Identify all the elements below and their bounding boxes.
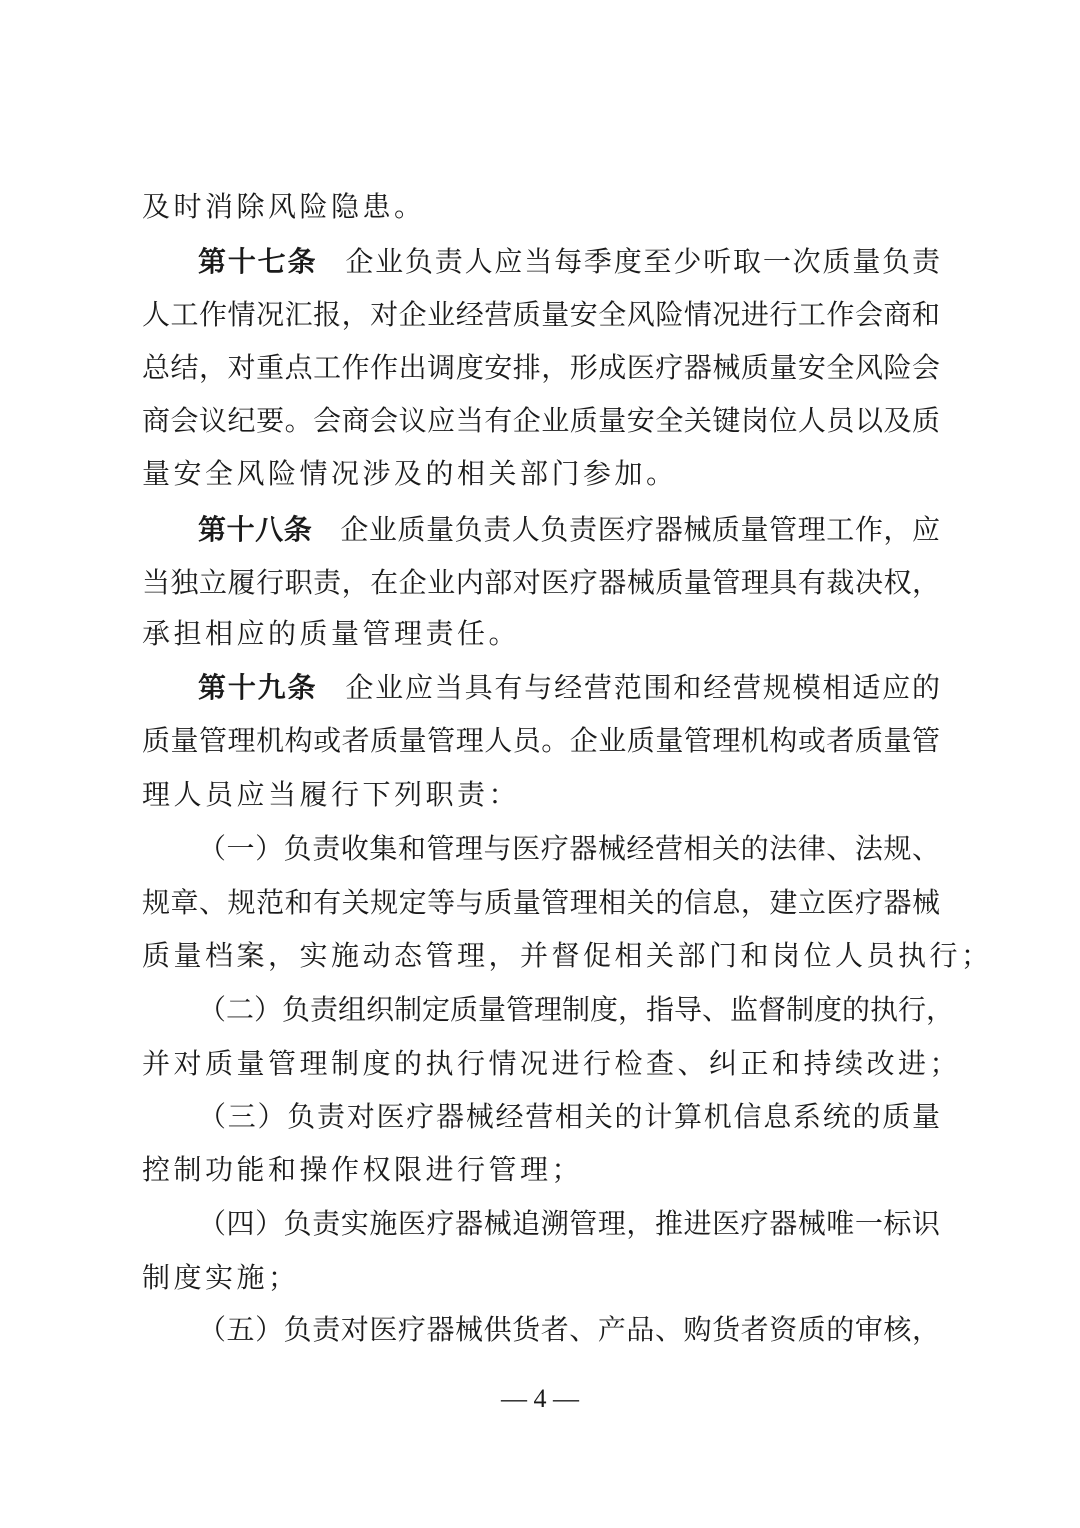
paragraph-line: 并对质量管理制度的执行情况进行检查、纠正和持续改进； (142, 1047, 962, 1080)
paragraph-line: 量安全风险情况涉及的相关部门参加。 (142, 457, 678, 490)
paragraph-line: 质量档案，实施动态管理，并督促相关部门和岗位人员执行； (142, 939, 993, 972)
paragraph-line: 规章、规范和有关规定等与质量管理相关的信息，建立医疗器械 (142, 886, 940, 919)
paragraph-line: 总结，对重点工作作出调度安排，形成医疗器械质量安全风险会 (142, 351, 940, 384)
paragraph-line: 制度实施； (142, 1261, 300, 1294)
article-title: 第十七条 (198, 245, 318, 278)
paragraph-line: 人工作情况汇报，对企业经营质量安全风险情况进行工作会商和 (142, 298, 940, 331)
article-17-heading-line: 第十七条 企业负责人应当每季度至少听取一次质量负责 (198, 245, 940, 278)
article-title: 第十九条 (198, 671, 318, 704)
list-item-4-line: （四）负责实施医疗器械追溯管理，推进医疗器械唯一标识 (198, 1207, 940, 1240)
paragraph-line: 质量管理机构或者质量管理人员。企业质量管理机构或者质量管 (142, 724, 940, 757)
list-item-1-line: （一）负责收集和管理与医疗器械经营相关的法律、法规、 (198, 832, 940, 865)
paragraph-line: 及时消除风险隐患。 (142, 190, 426, 223)
list-item-2-line: （二）负责组织制定质量管理制度，指导、监督制度的执行， (198, 993, 955, 1026)
paragraph-line: 承担相应的质量管理责任。 (142, 617, 521, 650)
list-item-3-line: （三）负责对医疗器械经营相关的计算机信息系统的质量 (198, 1100, 940, 1133)
article-18-heading-line: 第十八条 企业质量负责人负责医疗器械质量管理工作，应 (198, 513, 940, 546)
page-number: — 4 — (501, 1384, 579, 1413)
paragraph-line: 理人员应当履行下列职责： (142, 778, 521, 811)
list-item-5-line: （五）负责对医疗器械供货者、产品、购货者资质的审核， (198, 1313, 940, 1346)
article-title: 第十八条 (198, 513, 313, 546)
paragraph-line: 控制功能和操作权限进行管理； (142, 1153, 584, 1186)
paragraph-line: 当独立履行职责，在企业内部对医疗器械质量管理具有裁决权， (142, 566, 940, 599)
paragraph-line: 商会议纪要。会商会议应当有企业质量安全关键岗位人员以及质 (142, 404, 940, 437)
article-19-heading-line: 第十九条 企业应当具有与经营范围和经营规模相适应的 (198, 671, 940, 704)
